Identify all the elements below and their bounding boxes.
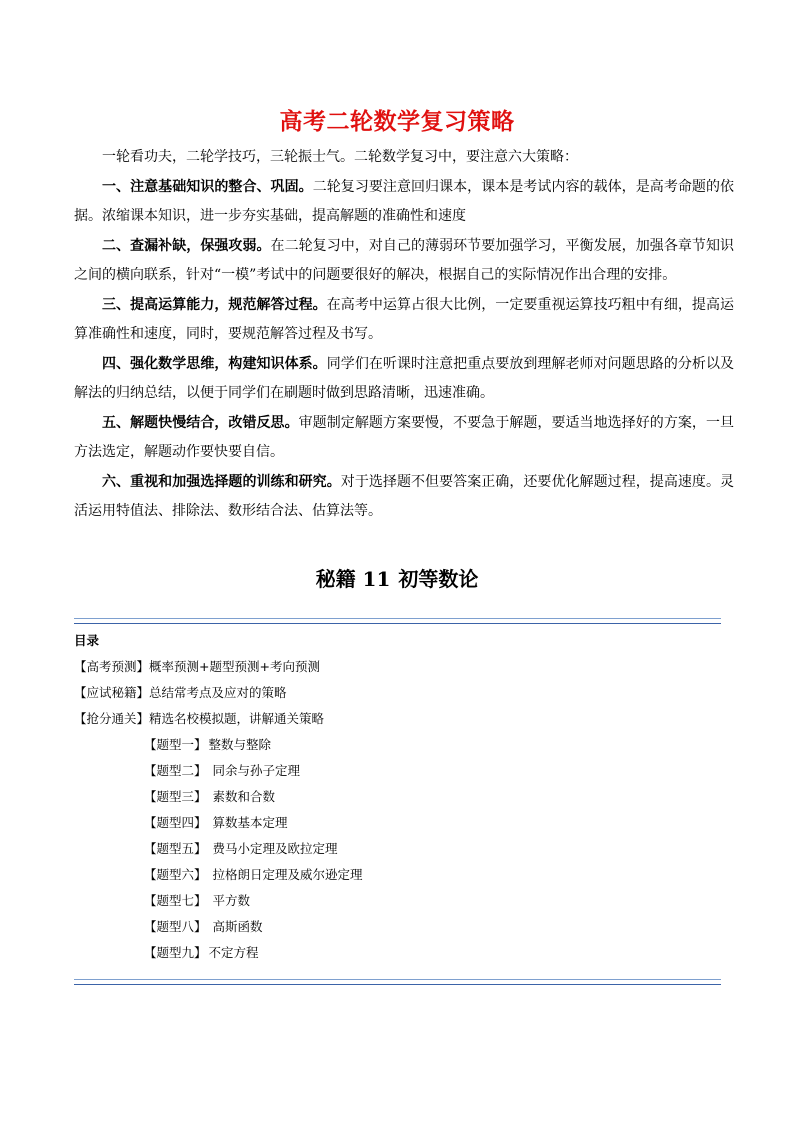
toc-section-item[interactable] xyxy=(74,654,721,680)
toc-type-item[interactable] xyxy=(74,810,721,836)
toc-tag: 【题型四】 xyxy=(144,815,207,830)
toc-type-item[interactable] xyxy=(74,758,721,784)
toc-tag: 【题型七】 xyxy=(144,893,207,908)
toc-desc: 整数与整除 xyxy=(208,737,272,752)
toc-type-item[interactable] xyxy=(74,940,721,966)
toc-desc: 费马小定理及欧拉定理 xyxy=(208,841,338,856)
strategy-paragraph-4 xyxy=(74,350,734,409)
toc-desc: 总结常考点及应对的策略 xyxy=(149,685,287,700)
strategy-heading: 五、解题快慢结合，改错反思。 xyxy=(102,414,299,431)
toc-tag: 【应试秘籍】 xyxy=(74,685,150,700)
strategy-paragraph-2 xyxy=(74,232,734,291)
toc-desc: 拉格朗日定理及威尔逊定理 xyxy=(208,867,363,882)
chapter-name: 初等数论 xyxy=(398,567,479,591)
toc-section-item[interactable] xyxy=(74,680,721,706)
strategy-paragraph-5 xyxy=(74,409,734,468)
toc-tag: 【题型六】 xyxy=(144,867,207,882)
toc-desc: 平方数 xyxy=(208,893,250,908)
strategy-text: 在二轮复习中，对自己的薄弱环节要加强学习，平衡发展，加强各章节知识之间的横向联系，针对“一模”考试中的问题要很好的解决，根据自己的实际情况作出合理的安排。 xyxy=(74,237,734,283)
page-title: 高考二轮数学复习策略 xyxy=(279,109,515,135)
toc-tag: 【高考预测】 xyxy=(74,659,150,674)
toc-tag: 【抢分通关】 xyxy=(74,711,150,726)
toc-section-item[interactable] xyxy=(74,706,721,732)
toc-desc: 同余与孙子定理 xyxy=(208,763,300,778)
table-of-contents xyxy=(74,628,721,966)
toc-tag: 【题型五】 xyxy=(144,841,207,856)
toc-type-item[interactable] xyxy=(74,784,721,810)
strategy-text: 同学们在听课时注意把重点要放到理解老师对问题思路的分析以及解法的归纳总结，以便于同学们在刷题时做到思路清晰，迅速准确。 xyxy=(74,355,735,401)
strategy-heading: 三、提高运算能力，规范解答过程。 xyxy=(102,296,327,313)
intro-paragraph: 一轮看功夫，二轮学技巧，三轮振士气。二轮数学复习中，要注意六大策略： xyxy=(102,149,578,165)
toc-bottom-divider xyxy=(74,979,721,985)
toc-title: 目录 xyxy=(74,633,100,648)
toc-type-item[interactable] xyxy=(74,888,721,914)
toc-tag: 【题型八】 xyxy=(144,919,207,934)
strategy-text: 二轮复习要注意回归课本，课本是考试内容的载体，是高考命题的依据。浓缩课本知识，进一步夯实基础，提高解题的准确性和速度 xyxy=(74,178,735,224)
strategy-heading: 一、注意基础知识的整合、巩固。 xyxy=(102,178,313,195)
toc-desc: 精选名校模拟题，讲解通关策略 xyxy=(149,711,325,726)
strategy-text: 审题制定解题方案要慢，不要急于解题，要适当地选择好的方案，一旦方法选定，解题动作要快要自信。 xyxy=(74,414,735,460)
chapter-title xyxy=(0,563,794,592)
toc-desc: 素数和合数 xyxy=(208,789,275,804)
toc-tag: 【题型一】 xyxy=(144,737,207,752)
toc-type-item[interactable] xyxy=(74,862,721,888)
toc-desc: 不定方程 xyxy=(208,945,259,960)
toc-desc: 概率预测+题型预测+考向预测 xyxy=(149,659,320,674)
strategy-text: 在高考中运算占很大比例，一定要重视运算技巧粗中有细，提高运算准确性和速度，同时，要规范解答过程及书写。 xyxy=(74,296,735,342)
strategy-heading: 二、查漏补缺，保强攻弱。 xyxy=(102,237,271,254)
toc-type-item[interactable] xyxy=(74,836,721,862)
strategy-section xyxy=(74,143,734,527)
toc-type-item[interactable] xyxy=(74,914,721,940)
strategy-paragraph-3 xyxy=(74,291,734,350)
toc-tag: 【题型三】 xyxy=(144,789,207,804)
toc-desc: 算数基本定理 xyxy=(208,815,288,830)
toc-type-item[interactable] xyxy=(74,732,721,758)
strategy-heading: 六、重视和加强选择题的训练和研究。 xyxy=(102,473,341,490)
toc-top-divider xyxy=(74,618,721,624)
toc-tag: 【题型九】 xyxy=(144,945,207,960)
toc-tag: 【题型二】 xyxy=(144,763,207,778)
toc-desc: 高斯函数 xyxy=(208,919,263,934)
chapter-number: 秘籍 11 xyxy=(315,567,391,591)
strategy-paragraph-6 xyxy=(74,468,734,527)
strategy-text: 对于选择题不但要答案正确，还要优化解题过程，提高速度。灵活运用特值法、排除法、数形结合法、估算法等。 xyxy=(74,473,735,519)
strategy-heading: 四、强化数学思维，构建知识体系。 xyxy=(102,355,327,372)
strategy-paragraph-1 xyxy=(74,173,734,232)
